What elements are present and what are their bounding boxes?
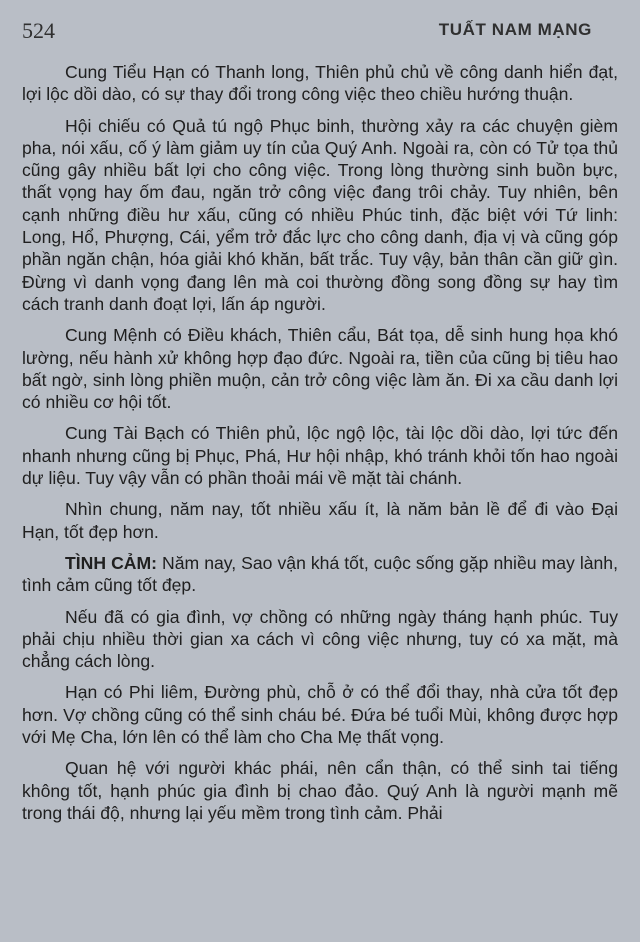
paragraph-phi-liem: Hạn có Phi liêm, Đường phù, chỗ ở có thể đổi thay, nhà cửa tốt đẹp hơn. Vợ chồng cũng có thể sinh cháu bé. Đứa bé tuổi Mùi, không được hợp với Mẹ Cha, lớn lên có thể làm cho Cha Mẹ thất vọng. <box>22 682 618 748</box>
section-label-tinh-cam: TÌNH CẢM: <box>65 552 157 573</box>
page-number: 524 <box>22 18 55 43</box>
paragraph-tieu-han: Cung Tiểu Hạn có Thanh long, Thiên phủ chủ về công danh hiển đạt, lợi lộc dồi dào, có sự thay đổi trong công việc theo chiều hướng thuận. <box>22 62 618 105</box>
paragraph-gia-dinh: Nếu đã có gia đình, vợ chồng có những ngày tháng hạnh phúc. Tuy phải chịu nhiều thời gian xa cách vì công việc nhưng, tuy có xa mặt, mà chẳng cách lòng. <box>22 606 618 672</box>
paragraph-quan-he: Quan hệ với người khác phái, nên cẩn thận, có thể sinh tai tiếng không tốt, hạnh phúc gia đình bị chao đảo. Quý Anh là người mạnh mẽ trong thái độ, nhưng lại yếu mềm trong tình cảm. Phải <box>22 758 618 823</box>
paragraph-nhin-chung: Nhìn chung, năm nay, tốt nhiều xấu ít, là năm bản lề để đi vào Đại Hạn, tốt đẹp hơn. <box>22 499 618 542</box>
body-text <box>22 61 618 824</box>
page-header <box>22 16 592 46</box>
tinh-cam-text: Năm nay, Sao vận khá tốt, cuộc sống gặp nhiều may lành, tình cảm cũng tốt đẹp. <box>22 552 618 596</box>
paragraph-tai-bach: Cung Tài Bạch có Thiên phủ, lộc ngộ lộc, tài lộc dồi dào, lợi tức đến nhanh nhưng cũng bị Phục, Phá, Hư hội nhập, khó tránh khỏi tốn hao ngoài dự liệu. Tuy vậy vẫn có phần thoải mái về mặt tài chánh. <box>22 423 618 489</box>
paragraph-cung-menh: Cung Mệnh có Điều khách, Thiên cẩu, Bát tọa, dễ sinh hung họa khó lường, nếu hành xử không hợp đạo đức. Ngoài ra, tiền của cũng bị tiêu hao bất ngờ, sinh lòng phiền muộn, cản trở công việc làm ăn. Đi xa cầu danh lợi có nhiều cơ hội tốt. <box>22 325 618 413</box>
running-title: TUẤT NAM MẠNG <box>438 20 592 39</box>
paragraph-hoi-chieu: Hội chiếu có Quả tú ngộ Phục binh, thường xảy ra các chuyện gièm pha, nói xấu, cố ý làm giảm uy tín của Quý Anh. Ngoài ra, còn có Tử tọa thủ cũng gây nhiều bất lợi cho công việc. Trong lòng thường sinh buồn bực, thất vọng hay ốm đau, ngăn trở công việc đang trôi chảy. Tuy nhiên, bên cạnh những điều hư xấu, cũng có nhiều Phúc tinh, đặc biệt với Tứ linh: Long, Hổ, Phượng, Cái, yểm trở đắc lực cho công danh, địa vị và cũng góp phần ngăn chận, hóa giải khó khăn, bất trắc. Tuy vậy, bản thân cần giữ gìn. Đừng vì danh vọng đang lên mà coi thường đồng song đồng sự hay tìm cách tranh danh đoạt lợi, lấn áp người. <box>22 115 618 314</box>
paragraph-tinh-cam <box>22 552 618 597</box>
